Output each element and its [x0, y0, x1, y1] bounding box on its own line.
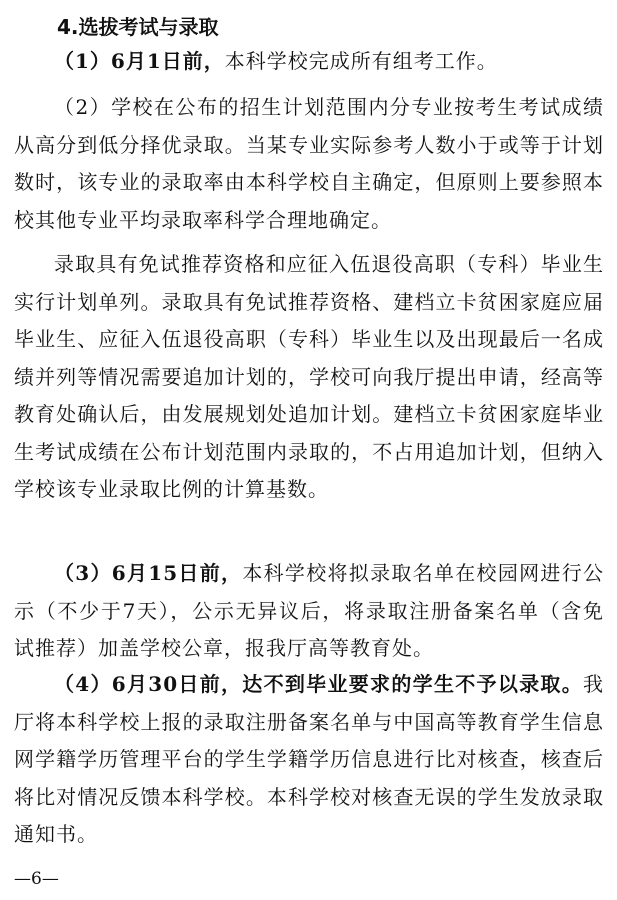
paragraph-1-text: 本科学校完成所有组考工作。 [224, 49, 498, 73]
paragraph-4 [14, 555, 604, 668]
paragraph-2: （2）学校在公布的招生计划范围内分专业按考生考试成绩从高分到低分择优录取。当某专业实际参考人数小于或等于计划数时，该专业的录取率由本科学校自主确定，但原则上要参照本校其他专业平均录取率科学合理地确定。 [14, 95, 604, 232]
paragraph-5-date: （4）6月30日前，达不到毕业要求的学生不予以录取。 [54, 672, 583, 696]
paragraph-4-text: 本科学校将拟录取名单在校园网进行公示（不少于7天），公示无异议后，将录取注册备案名单（含免试推荐）加盖学校公章，报我厅高等教育处。 [14, 561, 605, 660]
paragraph-5 [14, 666, 604, 854]
paragraph-1-date: （1）6月1日前， [54, 49, 225, 73]
section-heading: 4.选拔考试与录取 [57, 15, 219, 39]
page-number: —6— [14, 869, 59, 889]
paragraph-5-text: 我厅将本科学校上报的录取注册备案名单与中国高等教育学生信息网学籍学历管理平台的学生学籍学历信息进行比对核查，核查后将比对情况反馈本科学校。本科学校对核查无误的学生发放录取通知书。 [14, 672, 604, 846]
paragraph-1 [14, 43, 604, 81]
paragraph-4-date: （3）6月15日前， [54, 561, 243, 585]
paragraph-3: 录取具有免试推荐资格和应征入伍退役高职（专科）毕业生实行计划单列。录取具有免试推荐资格、建档立卡贫困家庭应届毕业生、应征入伍退役高职（专科）毕业生以及出现最后一名成绩并列等情况需要追加计划的，学校可向我厅提出申请，经高等教育处确认后，由发展规划处追加计划。建档立卡贫困家庭毕业生考试成绩在公布计划范围内录取的，不占用追加计划，但纳入学校该专业录取比例的计算基数。 [14, 252, 604, 501]
